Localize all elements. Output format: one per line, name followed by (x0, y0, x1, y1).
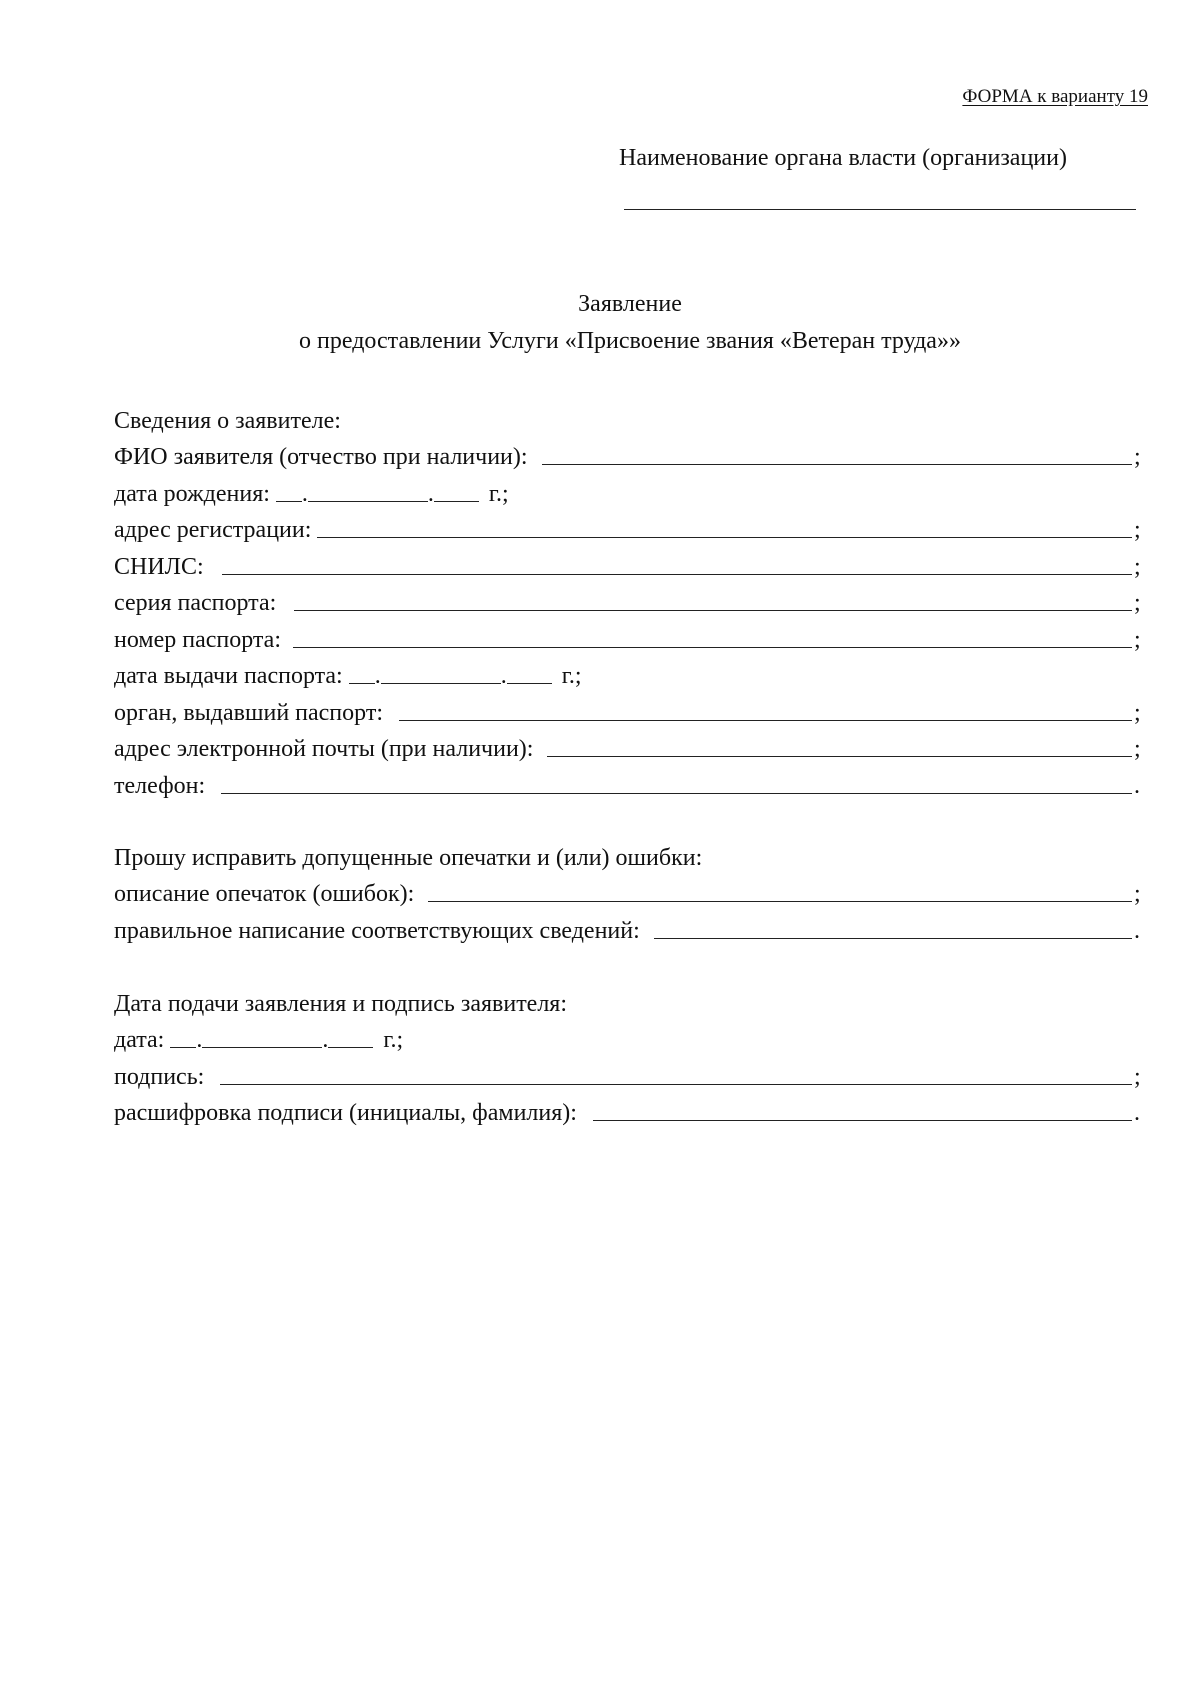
passport-issuer-row (114, 692, 1144, 729)
signature-punct: ; (1134, 1063, 1141, 1090)
reg-address-row (114, 510, 1144, 547)
birth-date-row (114, 473, 1144, 510)
correct-spelling-punct: . (1134, 917, 1140, 944)
signature-section (114, 983, 1144, 1129)
passport-issue-date-row (114, 656, 1144, 693)
snils-field[interactable] (222, 554, 1132, 575)
reg-address-field[interactable] (317, 517, 1132, 538)
corrections-heading: Прошу исправить допущенные опечатки и (или) ошибки: (114, 844, 703, 871)
date-suffix: г.; (488, 480, 509, 507)
fio-field[interactable] (542, 444, 1132, 465)
date-separator: . (500, 663, 507, 689)
typo-description-field[interactable] (428, 881, 1132, 902)
email-field[interactable] (547, 736, 1132, 757)
document-title: Заявление (578, 291, 682, 317)
birth-date-label: дата рождения: (114, 480, 270, 507)
correct-spelling-label: правильное написание соответствующих сведений: (114, 917, 640, 944)
signature-field[interactable] (220, 1064, 1132, 1085)
passport-number-row (114, 619, 1144, 656)
birth-year-field[interactable] (434, 481, 479, 502)
form-reference: ФОРМА к варианту 19 (962, 86, 1148, 107)
fio-row (114, 437, 1144, 474)
applicant-section (114, 400, 1144, 802)
submission-date-row (114, 1020, 1144, 1057)
passport-issuer-label: орган, выдавший паспорт: (114, 699, 383, 726)
typo-description-row (114, 874, 1144, 911)
passport-number-label: номер паспорта: (114, 626, 282, 653)
submission-day-field[interactable] (170, 1027, 196, 1048)
passport-series-field[interactable] (294, 590, 1132, 611)
passport-number-field[interactable] (293, 627, 1132, 648)
date-separator: . (374, 663, 381, 689)
submission-year-field[interactable] (328, 1027, 373, 1048)
passport-series-punct: ; (1134, 590, 1141, 616)
passport-number-punct: ; (1134, 626, 1141, 653)
email-row (114, 729, 1144, 766)
snils-label: СНИЛС: (114, 553, 204, 580)
date-suffix: г.; (383, 1027, 404, 1053)
fio-label: ФИО заявителя (отчество при наличии): (114, 444, 528, 470)
signature-decoding-punct: . (1134, 1100, 1140, 1126)
date-separator: . (427, 480, 434, 507)
email-label: адрес электронной почты (при наличии): (114, 736, 534, 762)
reg-address-punct: ; (1134, 517, 1141, 543)
signature-heading-row (114, 983, 1144, 1020)
corrections-section (114, 837, 1144, 947)
typo-description-label: описание опечаток (ошибок): (114, 881, 415, 907)
signature-decoding-label: расшифровка подписи (инициалы, фамилия): (114, 1100, 577, 1126)
date-separator: . (196, 1027, 203, 1053)
date-suffix: г.; (561, 663, 582, 689)
fio-punct: ; (1134, 444, 1141, 470)
passport-series-label: серия паспорта: (114, 590, 277, 616)
signature-decoding-field[interactable] (593, 1100, 1132, 1121)
corrections-heading-row (114, 837, 1144, 874)
correct-spelling-field[interactable] (654, 918, 1132, 939)
reg-address-label: адрес регистрации: (114, 517, 312, 543)
signature-heading: Дата подачи заявления и подпись заявителя: (114, 990, 568, 1017)
signature-decoding-row (114, 1093, 1144, 1130)
date-separator: . (301, 480, 308, 507)
email-punct: ; (1134, 736, 1141, 762)
issue-year-field[interactable] (507, 663, 552, 684)
birth-day-field[interactable] (276, 481, 302, 502)
typo-description-punct: ; (1134, 881, 1141, 907)
date-separator: . (322, 1027, 329, 1053)
org-name-field[interactable] (624, 209, 1136, 210)
signature-label: подпись: (114, 1063, 205, 1090)
birth-month-field[interactable] (308, 481, 428, 502)
issue-day-field[interactable] (349, 663, 375, 684)
phone-field[interactable] (221, 773, 1132, 794)
passport-issuer-punct: ; (1134, 699, 1141, 726)
passport-issue-date-label: дата выдачи паспорта: (114, 663, 343, 689)
passport-issuer-field[interactable] (399, 700, 1132, 721)
correct-spelling-row (114, 910, 1144, 947)
phone-punct: . (1134, 772, 1140, 799)
passport-series-row (114, 583, 1144, 620)
org-name-label: Наименование органа власти (организации) (619, 145, 1067, 171)
snils-row (114, 546, 1144, 583)
submission-month-field[interactable] (202, 1027, 322, 1048)
applicant-heading: Сведения о заявителе: (114, 407, 341, 434)
applicant-heading-row (114, 400, 1144, 437)
submission-date-label: дата: (114, 1027, 165, 1053)
phone-label: телефон: (114, 772, 206, 799)
issue-month-field[interactable] (381, 663, 501, 684)
phone-row (114, 765, 1144, 802)
signature-row (114, 1056, 1144, 1093)
snils-punct: ; (1134, 553, 1141, 580)
document-subtitle: о предоставлении Услуги «Присвоение звания «Ветеран труда»» (299, 328, 961, 354)
